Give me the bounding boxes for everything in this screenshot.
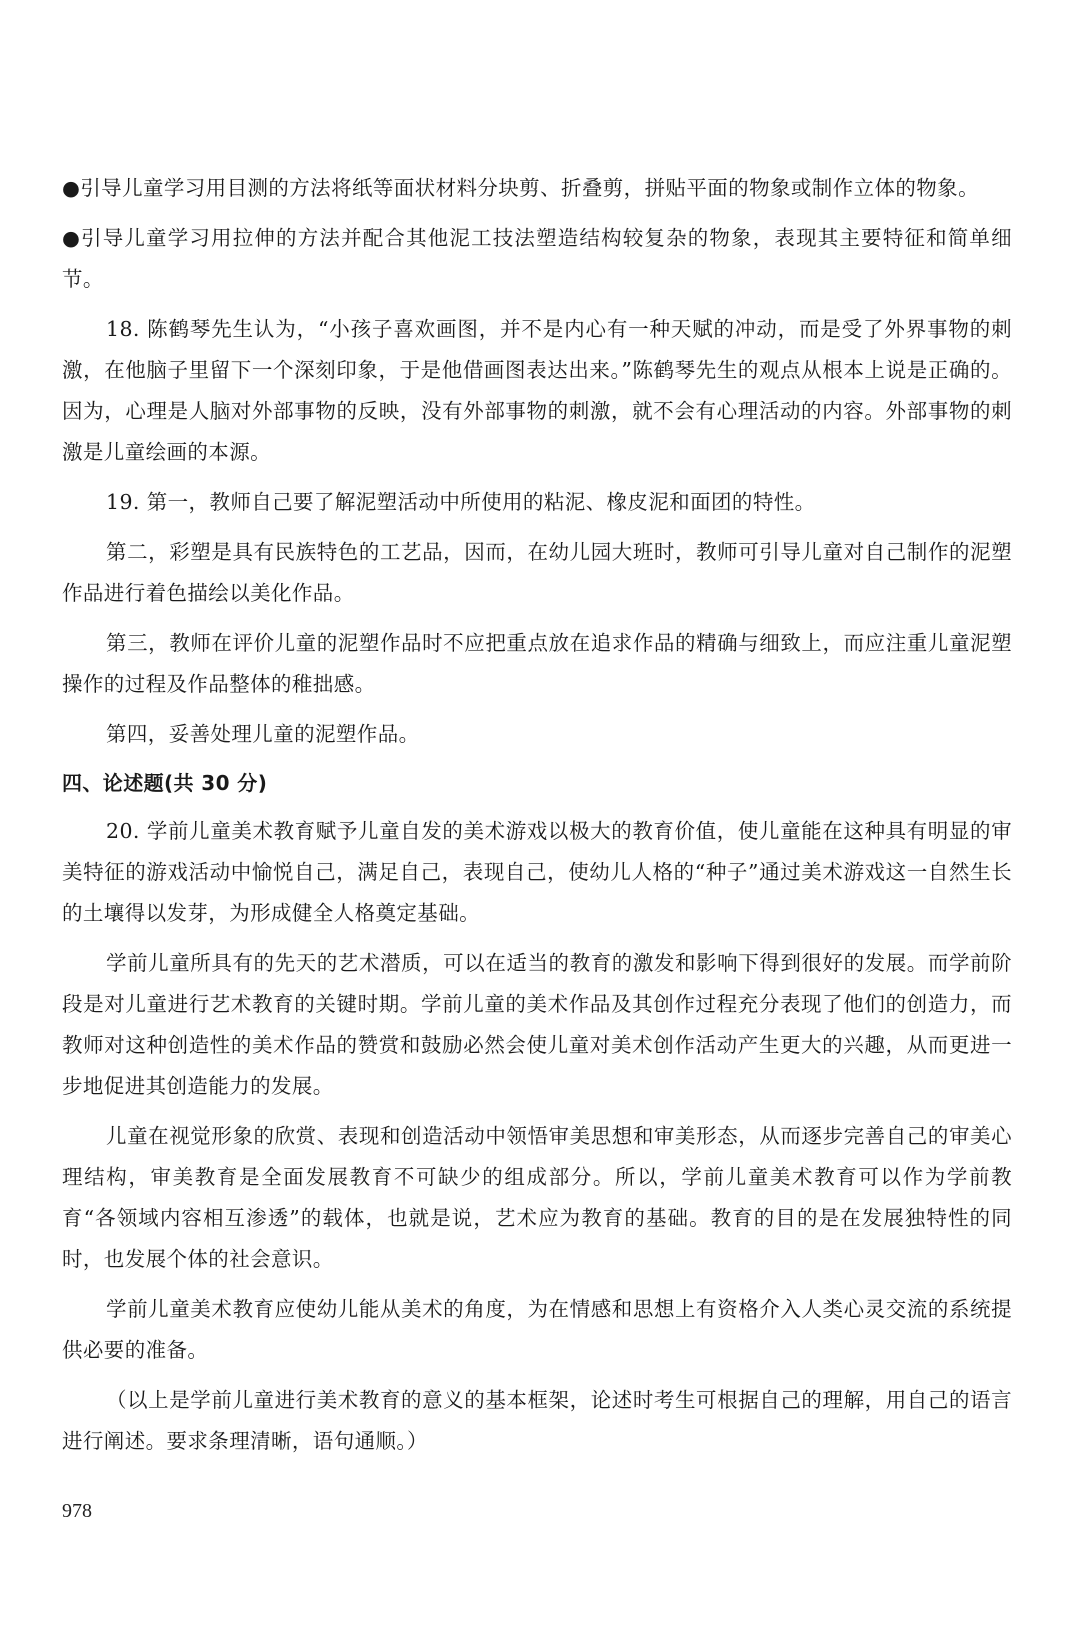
answer-20-para-4: 学前儿童美术教育应使幼儿能从美术的角度，为在情感和思想上有资格介入人类心灵交流的系统提供必要的准备。 — [62, 1297, 1012, 1362]
answer-18: 18. 陈鹤琴先生认为，“小孩子喜欢画图，并不是内心有一种天赋的冲动，而是受了外界事物的刺激，在他脑子里留下一个深刻印象，于是他借画图表达出来。”陈鹤琴先生的观点从根本上说是正确的。因为，心理是人脑对外部事物的反映，没有外部事物的刺激，就不会有心理活动的内容。外部事物的刺激是儿童绘画的本源。 — [62, 317, 1012, 464]
answer-19-first: 19. 第一，教师自己要了解泥塑活动中所使用的粘泥、橡皮泥和面团的特性。 — [106, 490, 816, 514]
page-content — [62, 168, 1012, 1471]
section-heading-essay: 四、论述题(共 30 分) — [62, 771, 268, 795]
answer-19-fourth: 第四，妥善处理儿童的泥塑作品。 — [106, 722, 420, 746]
answer-20-note: （以上是学前儿童进行美术教育的意义的基本框架，论述时考生可根据自己的理解，用自己的语言进行阐述。要求条理清晰，语句通顺。） — [62, 1388, 1012, 1453]
answer-20-para-3: 儿童在视觉形象的欣赏、表现和创造活动中领悟审美思想和审美形态，从而逐步完善自己的审美心理结构，审美教育是全面发展教育不可缺少的组成部分。所以，学前儿童美术教育可以作为学前教育“各领域内容相互渗透”的载体，也就是说，艺术应为教育的基础。教育的目的是在发展独特性的同时，也发展个体的社会意识。 — [62, 1124, 1012, 1271]
answer-19-second: 第二，彩塑是具有民族特色的工艺品，因而，在幼儿园大班时，教师可引导儿童对自己制作的泥塑作品进行着色描绘以美化作品。 — [62, 540, 1012, 605]
bullet-paper-cutting: ●引导儿童学习用目测的方法将纸等面状材料分块剪、折叠剪，拼贴平面的物象或制作立体的物象。 — [62, 176, 979, 200]
answer-20-para-2: 学前儿童所具有的先天的艺术潜质，可以在适当的教育的激发和影响下得到很好的发展。而学前阶段是对儿童进行艺术教育的关键时期。学前儿童的美术作品及其创作过程充分表现了他们的创造力，而教师对这种创造性的美术作品的赞赏和鼓励必然会使儿童对美术创作活动产生更大的兴趣，从而更进一步地促进其创造能力的发展。 — [62, 951, 1012, 1098]
answer-20-para-1: 20. 学前儿童美术教育赋予儿童自发的美术游戏以极大的教育价值，使儿童能在这种具有明显的审美特征的游戏活动中愉悦自己，满足自己，表现自己，使幼儿人格的“种子”通过美术游戏这一自然生长的土壤得以发芽，为形成健全人格奠定基础。 — [62, 819, 1012, 925]
answer-19-third: 第三，教师在评价儿童的泥塑作品时不应把重点放在追求作品的精确与细致上，而应注重儿童泥塑操作的过程及作品整体的稚拙感。 — [62, 631, 1012, 696]
bullet-clay-stretching: ●引导儿童学习用拉伸的方法并配合其他泥工技法塑造结构较复杂的物象，表现其主要特征和简单细节。 — [62, 226, 1012, 291]
page-number: 978 — [62, 1500, 92, 1522]
